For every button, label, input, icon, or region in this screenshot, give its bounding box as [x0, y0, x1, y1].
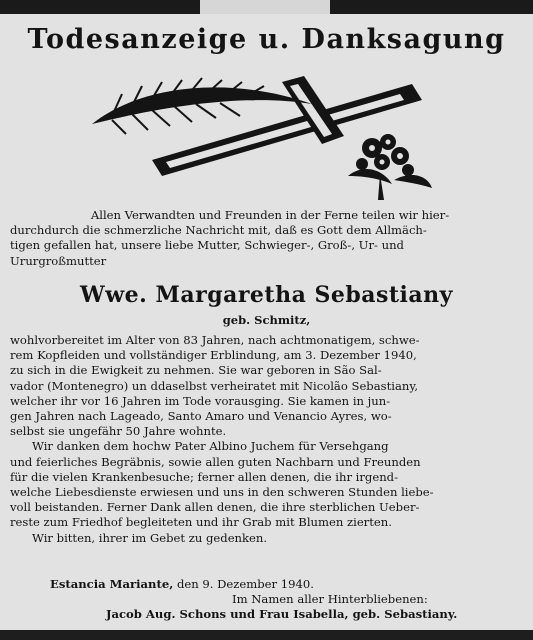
body-line: und feierliches Begräbnis, sowie allen guten Nachbarn und Freunden: [10, 454, 421, 469]
intro-line: Ururgroßmutter: [10, 253, 107, 268]
body-line: wohlvorbereitet im Alter von 83 Jahren, nach achtmonatigem, schwe-: [10, 333, 420, 347]
body-line: voll beistanden. Ferner Dank allen denen, die ihre sterblichen Ueber-: [10, 500, 420, 515]
intro-paragraph: [10, 208, 530, 269]
notice-title: Todesanzeige u. Danksagung: [27, 24, 506, 55]
intro-line: tigen gefallen hat, unsere liebe Mutter, Schwieger-, Groß-, Ur- und: [10, 238, 404, 253]
closing-block: [10, 577, 530, 623]
body-line: vador (Montenegro) un ddaselbst verheiratet mit Nicolão Sebastiany,: [10, 378, 419, 393]
body-line: Wir bitten, ihrer im Gebet zu gedenken.: [32, 530, 268, 545]
intro-line: durchdurch die schmerzliche Nachricht mit, daß es Gott dem Allmäch-: [10, 223, 427, 238]
top-border: [0, 0, 533, 14]
body-line: reste zum Friedhof begleiteten und ihr Grab mit Blumen zierten.: [10, 515, 392, 530]
body-line: Wir danken dem hochw Pater Albino Juchem für Versehgang: [32, 439, 389, 454]
body-line: zu sich in die Ewigkeit zu nehmen. Sie war geboren in São Sal-: [10, 363, 382, 378]
signatories: Jacob Aug. Schons und Frau Isabella, geb. Sebastiany.: [106, 607, 458, 622]
intro-line: Allen Verwandten und Freunden in der Ferne teilen wir hier-: [90, 208, 450, 222]
body-line: welche Liebesdienste erwiesen und uns in den schweren Stunden liebe-: [10, 485, 434, 500]
deceased-name: Wwe. Margaretha Sebastiany: [80, 282, 453, 308]
place-date-line: [10, 577, 530, 592]
cross-with-palm-icon: [82, 64, 452, 214]
main-paragraph: [10, 333, 530, 546]
on-behalf-line: Im Namen aller Hinterbliebenen:: [232, 592, 428, 607]
body-line: gen Jahren nach Lageado, Santo Amaro und Venancio Ayres, wo-: [10, 409, 392, 424]
body-line: für die vielen Krankenbesuche; ferner allen denen, die ihr irgend-: [10, 469, 399, 484]
date: den 9. Dezember 1940.: [176, 577, 314, 591]
maiden-name: geb. Schmitz,: [222, 313, 311, 327]
body-line: selbst sie ungefähr 50 Jahre wohnte.: [10, 424, 227, 439]
bottom-border: [0, 630, 533, 640]
place: Estancia Mariante,: [50, 577, 174, 591]
body-line: rem Kopfleiden und vollständiger Erblindung, am 3. Dezember 1940,: [10, 348, 417, 363]
body-line: welcher ihr vor 16 Jahren im Tode vorausging. Sie kamen in jun-: [10, 393, 391, 408]
